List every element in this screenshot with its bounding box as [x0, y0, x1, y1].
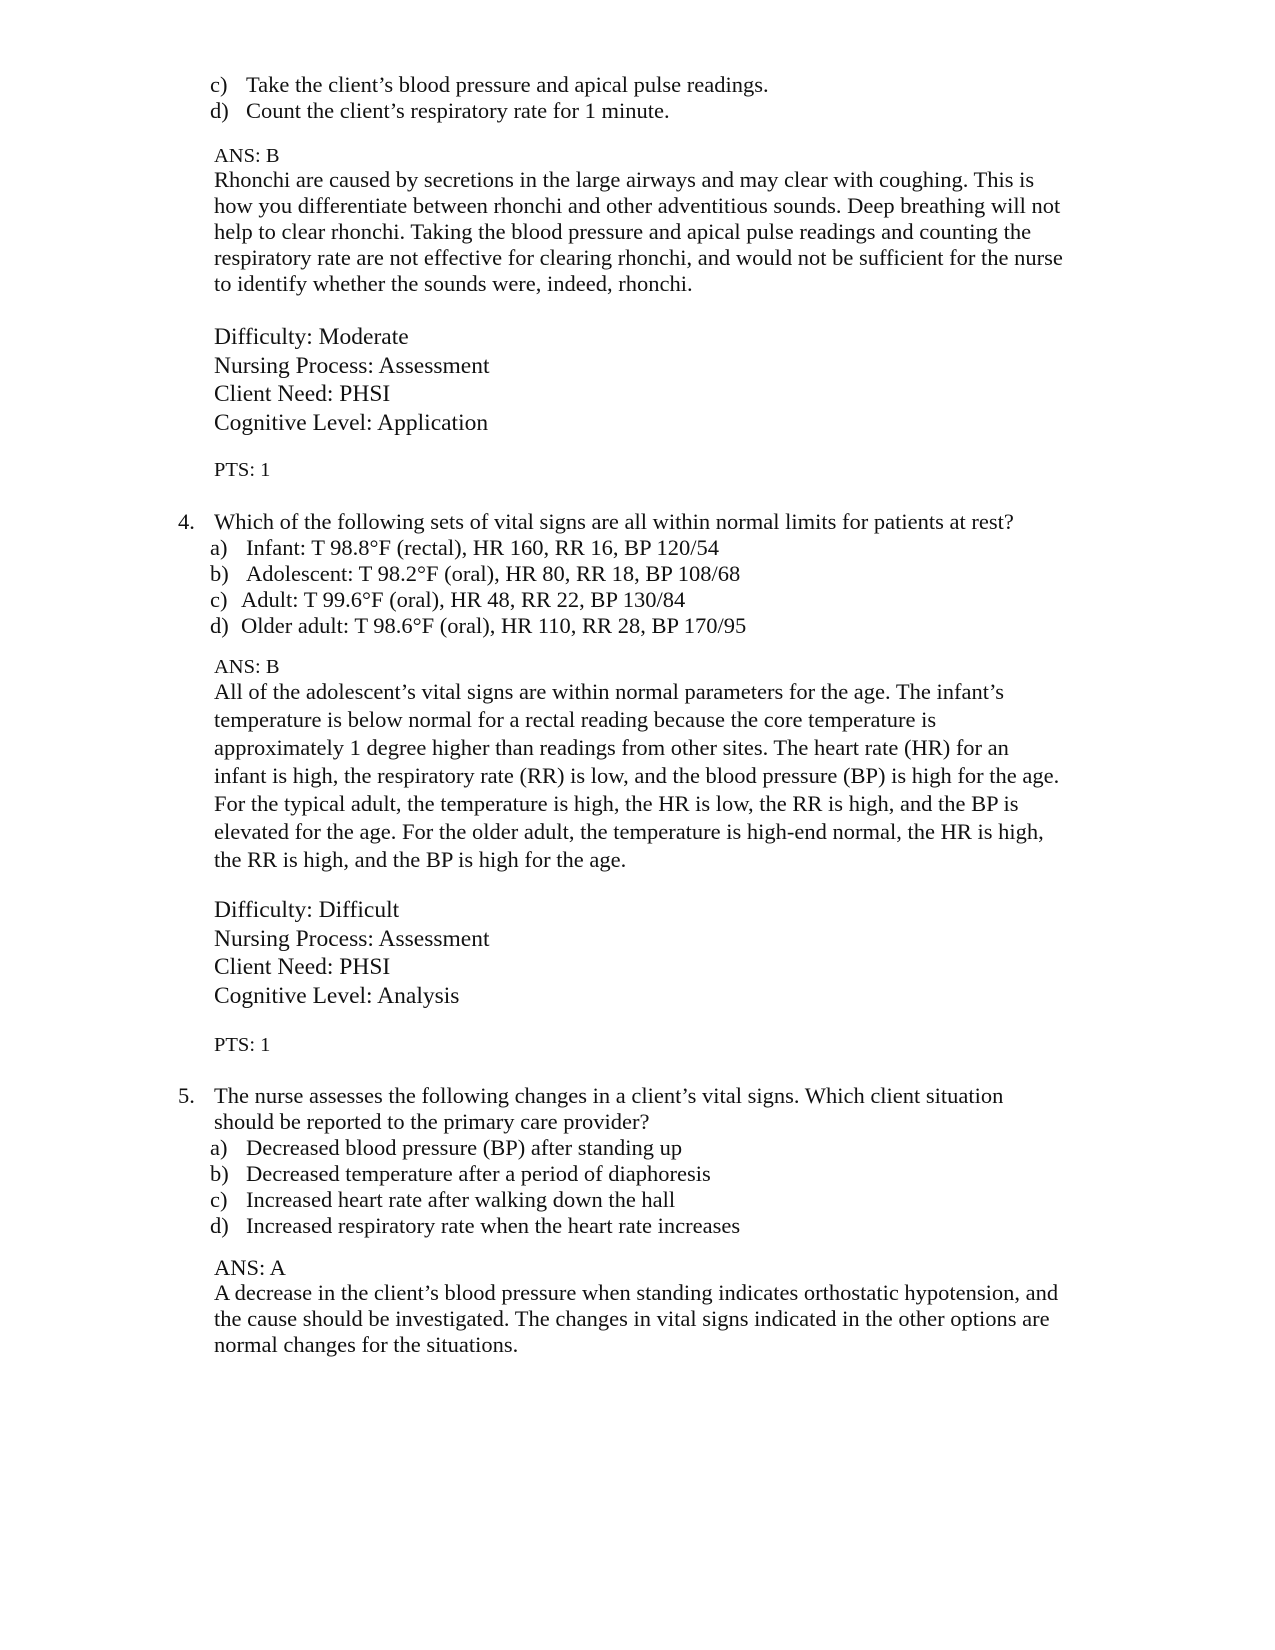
option-letter: a)	[210, 1135, 228, 1160]
nursing-process: Nursing Process: Assessment	[214, 352, 490, 379]
option-letter: d)	[210, 1213, 229, 1238]
q3-option-d	[0, 98, 1275, 124]
q4-metadata	[214, 896, 489, 1010]
nursing-process: Nursing Process: Assessment	[214, 925, 490, 952]
rationale-line: For the typical adult, the temperature is high, the HR is low, the RR is high, and the BP is	[214, 791, 1019, 816]
q5-number: 5.	[178, 1083, 195, 1108]
q5-option-a	[0, 1135, 1275, 1161]
q4-number: 4.	[178, 509, 195, 534]
q3-metadata	[214, 323, 489, 437]
option-text: Take the client’s blood pressure and apical pulse readings.	[246, 72, 769, 97]
difficulty: Difficulty: Difficult	[214, 897, 400, 923]
client-need: Client Need: PHSI	[214, 954, 391, 981]
cognitive-level: Cognitive Level: Analysis	[214, 982, 460, 1009]
cognitive-level: Cognitive Level: Application	[214, 409, 489, 436]
option-letter: c)	[210, 1187, 228, 1212]
q5-rationale	[214, 1280, 1159, 1358]
rationale-line: All of the adolescent’s vital signs are within normal parameters for the age. The infant’s	[214, 679, 1004, 704]
q3-options	[0, 72, 1275, 124]
q4-rationale	[214, 678, 1159, 874]
stem-line: The nurse assesses the following changes in a client’s vital signs. Which client situation	[214, 1083, 1004, 1108]
difficulty: Difficulty: Moderate	[214, 324, 409, 350]
q5-options	[0, 1135, 1275, 1239]
q4-option-b	[0, 561, 1275, 587]
rationale-line: elevated for the age. For the older adult, the temperature is high-end normal, the HR is high,	[214, 819, 1044, 844]
q5-stem	[214, 1083, 1003, 1135]
option-text: Increased respiratory rate when the heart rate increases	[246, 1213, 741, 1238]
option-letter: c)	[210, 72, 228, 97]
rationale-line: respiratory rate are not effective for clearing rhonchi, and would not be sufficient for the nurse	[214, 245, 1063, 270]
q4-stem	[214, 509, 1014, 535]
option-letter: c)	[210, 587, 228, 612]
q5-option-b	[0, 1161, 1275, 1187]
rationale-line: approximately 1 degree higher than readings from other sites. The heart rate (HR) for an	[214, 735, 1009, 760]
q5-answer: ANS: A	[214, 1255, 286, 1280]
rationale-line: the RR is high, and the BP is high for the age.	[214, 847, 627, 872]
option-letter: d)	[210, 613, 229, 638]
q4-option-a	[0, 535, 1275, 561]
q3-option-c	[0, 72, 1275, 98]
q3-rationale	[214, 167, 1159, 297]
q3-points: PTS: 1	[214, 459, 271, 481]
stem-line: Which of the following sets of vital signs are all within normal limits for patients at rest?	[214, 509, 1014, 534]
q4-points: PTS: 1	[214, 1034, 271, 1056]
q5-option-c	[0, 1187, 1275, 1213]
rationale-line: how you differentiate between rhonchi and other adventitious sounds. Deep breathing will not	[214, 193, 1061, 218]
q4-answer: ANS: B	[214, 656, 280, 678]
option-text: Increased heart rate after walking down the hall	[246, 1187, 676, 1212]
option-letter: b)	[210, 561, 229, 586]
option-letter: b)	[210, 1161, 229, 1186]
stem-line: should be reported to the primary care provider?	[214, 1109, 650, 1134]
q5-option-d	[0, 1213, 1275, 1239]
rationale-line: Rhonchi are caused by secretions in the large airways and may clear with coughing. This is	[214, 167, 1035, 192]
option-text: Older adult: T 98.6°F (oral), HR 110, RR 28, BP 170/95	[241, 613, 747, 638]
option-text: Count the client’s respiratory rate for 1 minute.	[246, 98, 670, 123]
rationale-line: A decrease in the client’s blood pressure when standing indicates orthostatic hypotension, and	[214, 1280, 1059, 1305]
q3-answer: ANS: B	[214, 145, 280, 167]
option-letter: d)	[210, 98, 229, 123]
option-text: Decreased blood pressure (BP) after standing up	[246, 1135, 683, 1160]
option-text: Adolescent: T 98.2°F (oral), HR 80, RR 18, BP 108/68	[246, 561, 741, 586]
option-text: Decreased temperature after a period of diaphoresis	[246, 1161, 711, 1186]
option-text: Adult: T 99.6°F (oral), HR 48, RR 22, BP 130/84	[241, 587, 686, 612]
rationale-line: normal changes for the situations.	[214, 1332, 519, 1357]
rationale-line: help to clear rhonchi. Taking the blood pressure and apical pulse readings and counting the	[214, 219, 1032, 244]
client-need: Client Need: PHSI	[214, 381, 391, 408]
rationale-line: temperature is below normal for a rectal reading because the core temperature is	[214, 707, 937, 732]
q4-option-d	[0, 613, 1275, 639]
rationale-line: infant is high, the respiratory rate (RR) is low, and the blood pressure (BP) is high for the age.	[214, 763, 1060, 788]
q4-options	[0, 535, 1275, 639]
option-text: Infant: T 98.8°F (rectal), HR 160, RR 16, BP 120/54	[246, 535, 719, 560]
rationale-line: the cause should be investigated. The changes in vital signs indicated in the other options are	[214, 1306, 1050, 1331]
option-letter: a)	[210, 535, 228, 560]
q4-option-c	[0, 587, 1275, 613]
rationale-line: to identify whether the sounds were, indeed, rhonchi.	[214, 271, 693, 296]
